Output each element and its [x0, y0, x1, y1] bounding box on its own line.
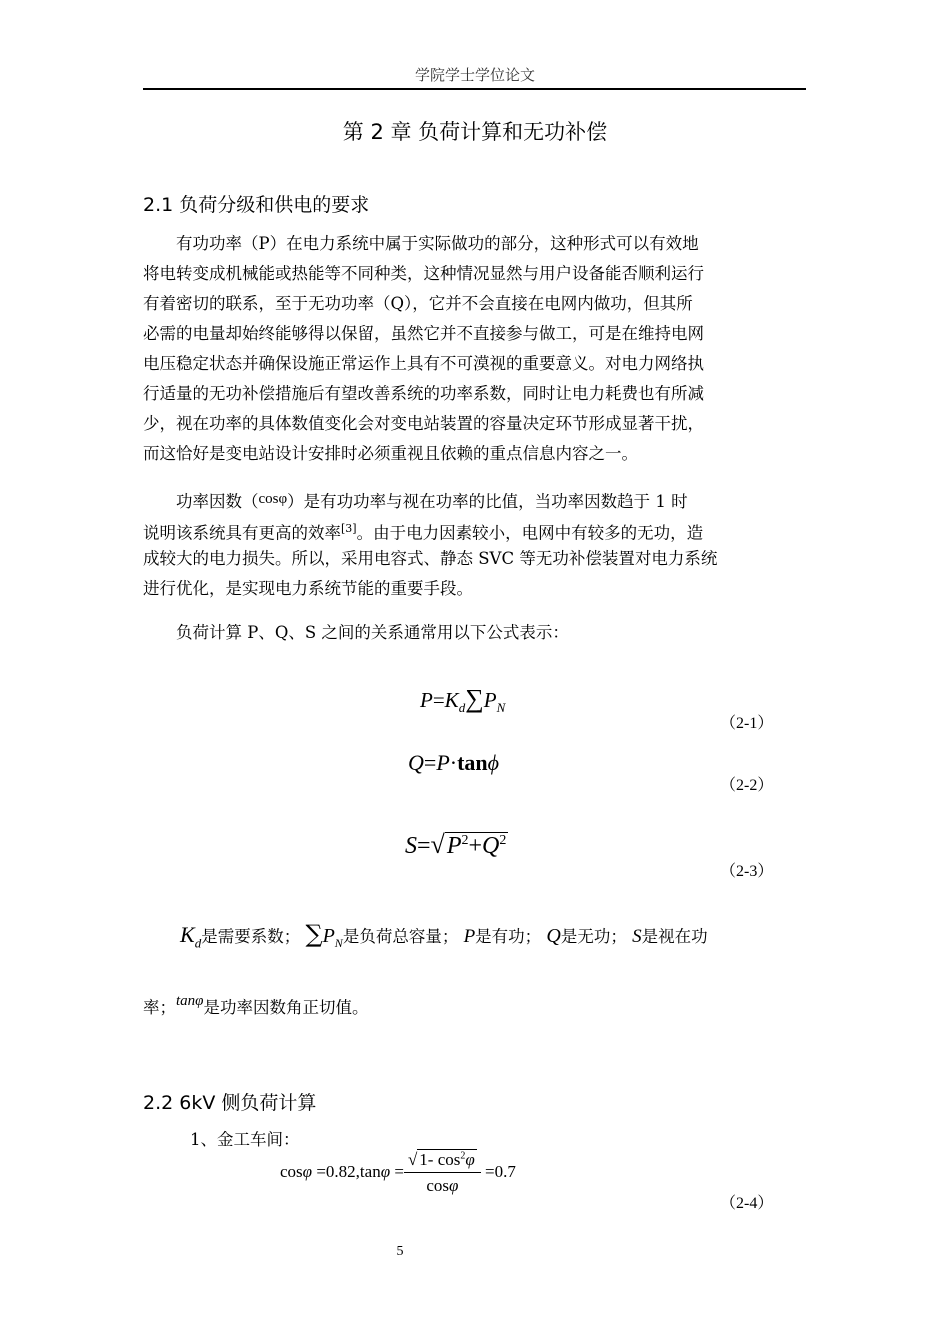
legend-text: 率； [143, 998, 176, 1017]
text-line: 电压稳定状态并确保设施正常运作上具有不可漠视的重要意义。对电力网络执 [143, 354, 704, 373]
equation-2-3: $S=√P^2+Q^2$ [405, 830, 507, 859]
text-line: 进行优化，是实现电力系统节能的重要手段。 [143, 579, 473, 598]
list-item-workshop: 1、金工车间： [190, 1130, 300, 1149]
formula-intro: 负荷计算 P、Q、S 之间的关系通常用以下公式表示： [176, 623, 569, 642]
citation-ref: [3] [341, 522, 357, 535]
equation-value: =0.7 [485, 1161, 516, 1181]
section-heading-2-1: 2.1 负荷分级和供电的要求 [143, 194, 370, 216]
equation-number: （2-4） [720, 1195, 774, 1212]
text-line: 必需的电量却始终能够得以保留，虽然它并不直接参与做工，可是在维持电网 [143, 324, 704, 343]
legend-text: 是功率因数角正切值。 [203, 998, 369, 1017]
text-line: 将电转变成机械能或热能等不同种类，这种情况显然与用户设备能否顺利运行 [143, 264, 704, 283]
text-run: 功率因数（ [176, 492, 259, 511]
equation-2-4: cosφ =0.82,tanφ = $\frac{√ 1- \cos^2\varphi}{\cos\varphi}$ =0.7 [280, 1150, 516, 1195]
header-rule [143, 88, 806, 90]
text-line [143, 484, 806, 514]
legend-text: 是有功； [475, 927, 542, 946]
text-run: 。由于电力因素较小，电网中有较多的无功，造 [356, 523, 704, 543]
text-line: 而这恰好是变电站设计安排时必须重视且依赖的重点信息内容之一。 [143, 444, 638, 463]
text-line [143, 514, 806, 544]
text-line: 少，视在功率的具体数值变化会对变电站装置的容量决定环节形成显著干扰， [143, 414, 704, 433]
equation-2-2: Q=P·tanϕ [408, 750, 500, 775]
page-number: 5 [396, 1244, 404, 1259]
equation-value: =0.82, [316, 1161, 360, 1181]
text-line: 行适量的无功补偿措施后有望改善系统的功率系数，同时让电力耗费也有所减 [143, 384, 704, 403]
equation-2-1: $P=K_d\sum P_N$ [420, 684, 506, 716]
symbol-legend-line1: $K_d$是需要系数； $\sum P_N$是负荷总容量； P是有功； Q是无功； S是视在功 [180, 920, 708, 951]
equation-number: （2-2） [720, 777, 774, 794]
text-line: 成较大的电力损失。所以，采用电容式、静态 SVC 等无功补偿装置对电力系统 [143, 549, 718, 568]
legend-text: 是视在功 [641, 927, 708, 946]
paragraph-active-power [143, 229, 806, 469]
equation-number: （2-3） [720, 863, 774, 880]
running-header: 学院学士学位论文 [414, 66, 535, 84]
text-run: ）是有功功率与视在功率的比值，当功率因数趋于 1 时 [287, 492, 688, 511]
paragraph-power-factor [143, 484, 806, 604]
text-line: 有功功率（P）在电力系统中属于实际做功的部分，这种形式可以有效地 [176, 234, 699, 253]
equation-number: （2-1） [720, 715, 774, 732]
chapter-title: 第 2 章 负荷计算和无功补偿 [342, 120, 608, 144]
text-run: 说明该系统具有更高的效率 [143, 523, 341, 543]
text-line: 有着密切的联系，至于无功功率（Q），它并不会直接在电网内做功，但其所 [143, 294, 693, 313]
legend-text: 是无功； [560, 927, 627, 946]
cos-phi-symbol: cosφ [258, 491, 288, 507]
symbol-legend-line2 [143, 993, 368, 1018]
tan-phi-symbol: tanφ [176, 993, 204, 1009]
legend-text: 是需要系数； [201, 927, 301, 946]
legend-text: 是负荷总容量； [342, 927, 459, 946]
section-heading-2-2: 2.2 6kV 侧负荷计算 [143, 1092, 317, 1114]
